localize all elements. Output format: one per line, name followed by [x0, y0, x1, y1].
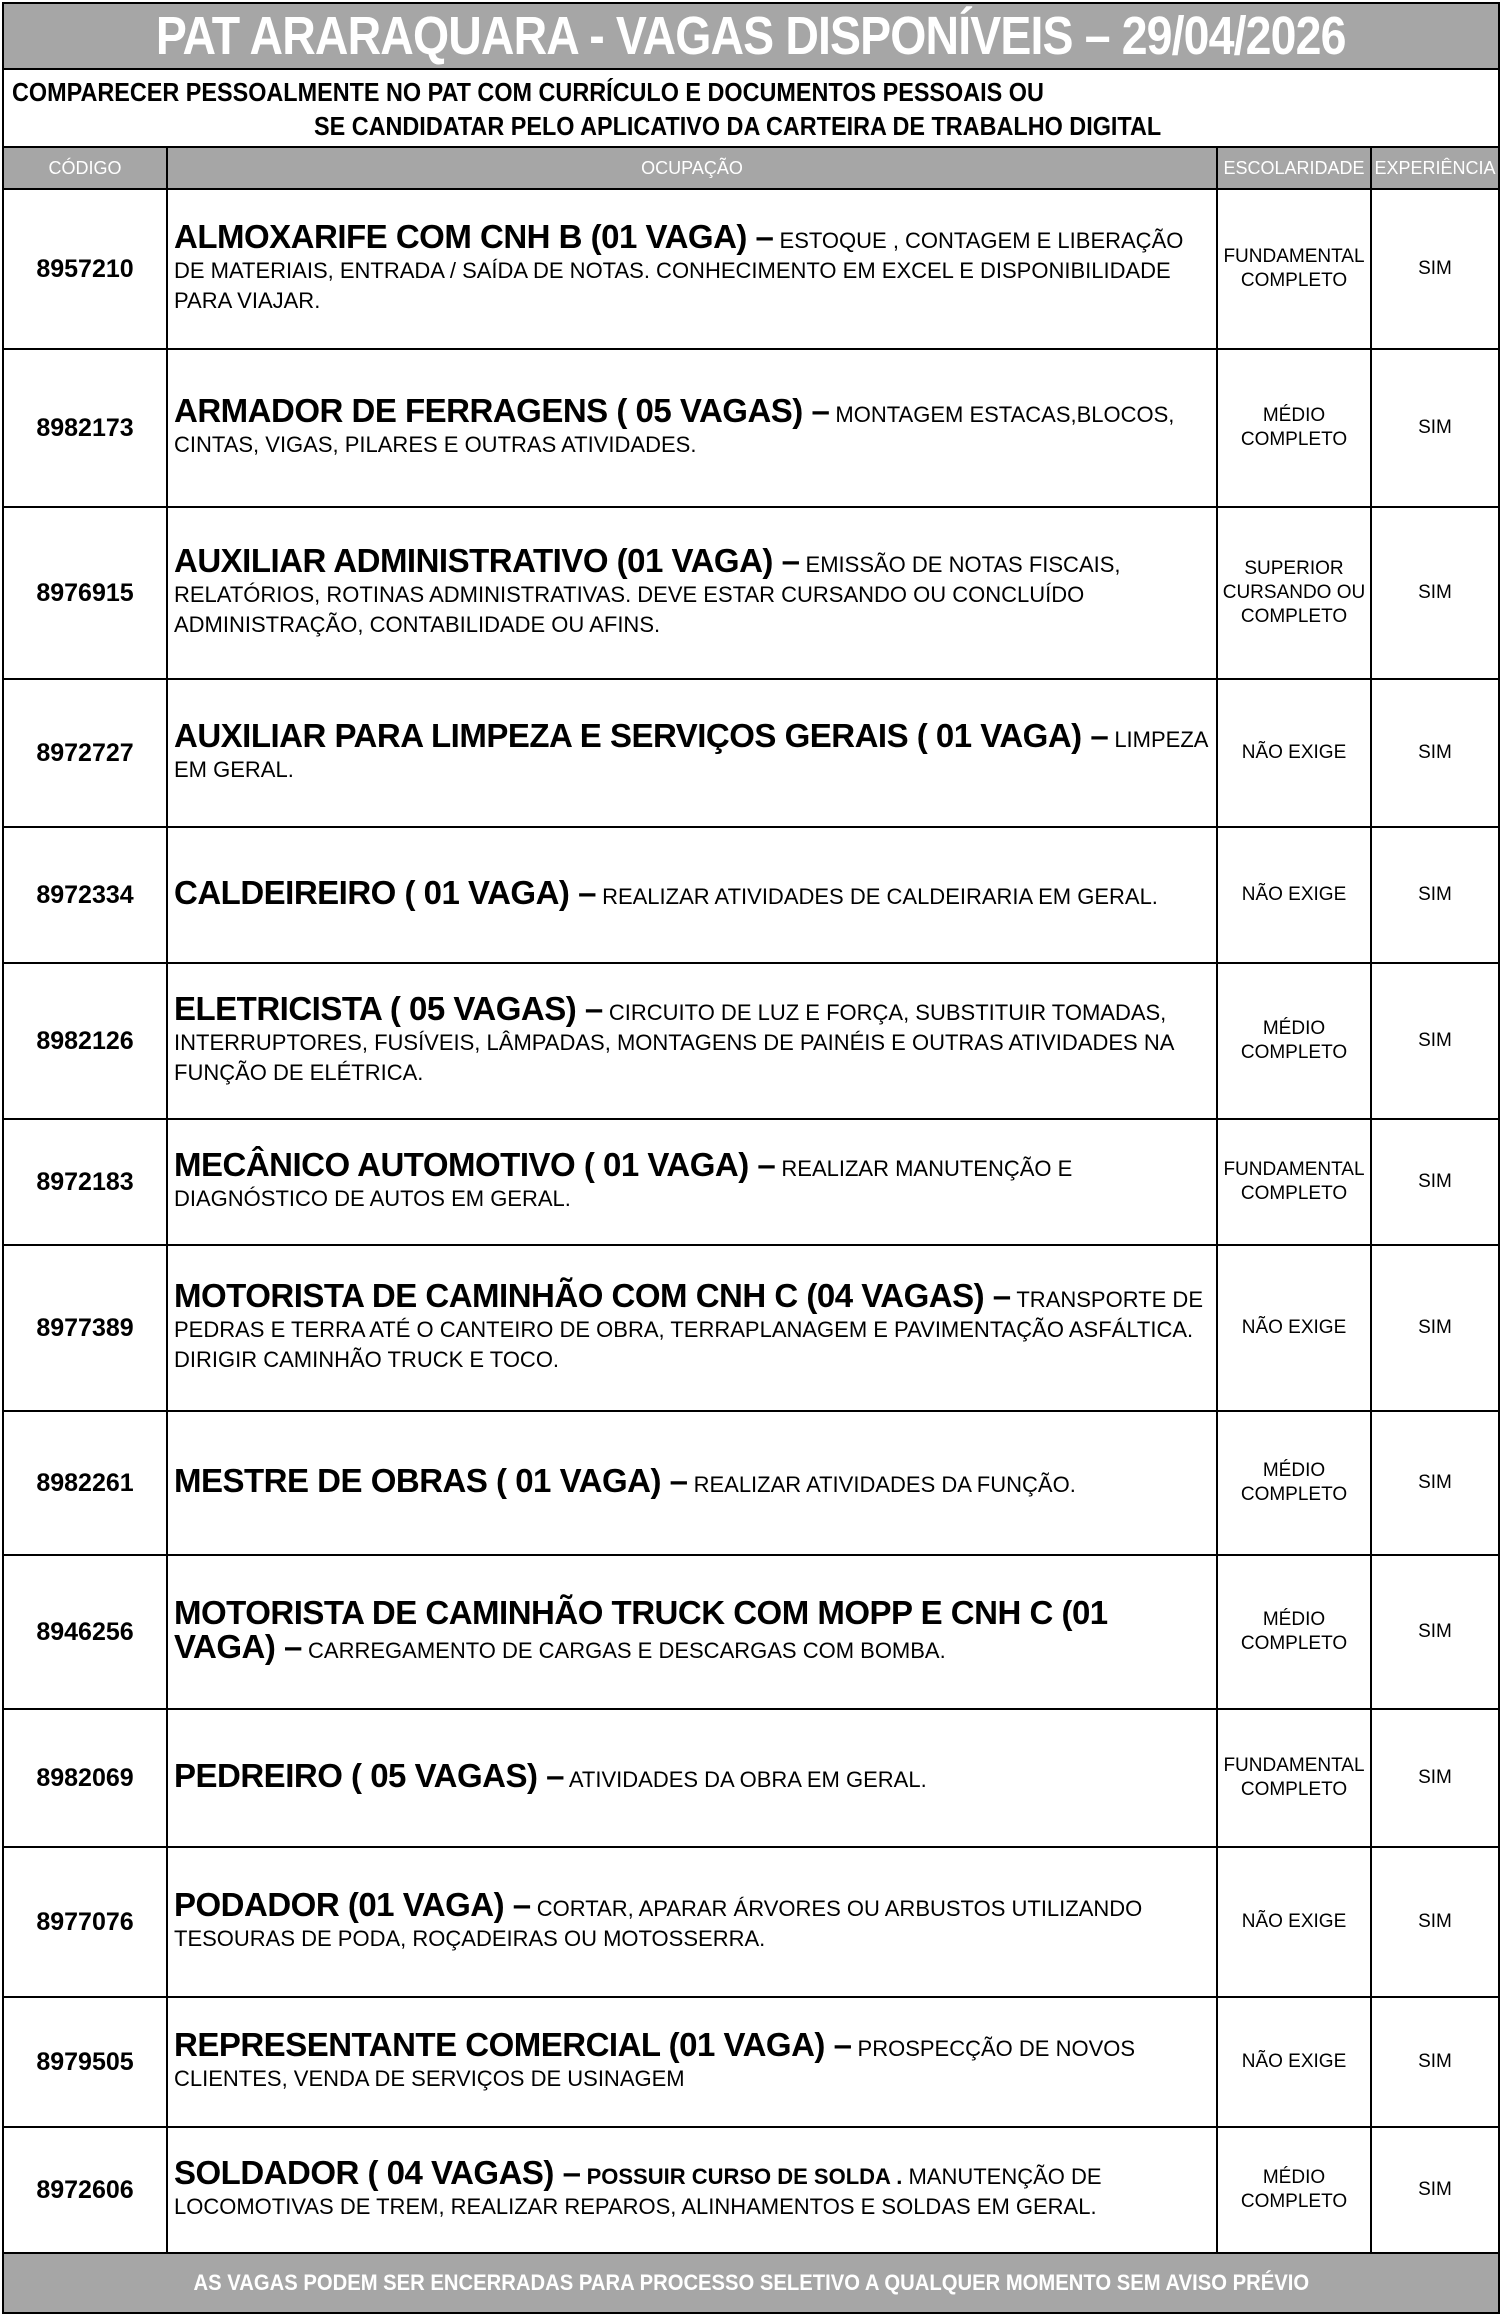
- title-bar: [4, 4, 1498, 70]
- job-experience: SIM: [1418, 1171, 1452, 1192]
- job-education: [1218, 2128, 1372, 2252]
- job-code: 8982069: [4, 1710, 168, 1846]
- column-header-row: [4, 148, 1498, 190]
- job-occupation: [168, 1710, 1218, 1846]
- education-value: NÃO EXIGE: [1241, 2051, 1347, 2072]
- job-occupation: [168, 1556, 1218, 1708]
- job-education: [1218, 1710, 1372, 1846]
- job-experience: SIM: [1418, 742, 1452, 763]
- job-description: ATIVIDADES DA OBRA EM GERAL.: [563, 1767, 927, 1792]
- job-code: 8977076: [4, 1848, 168, 1996]
- job-code: 8982173: [4, 350, 168, 506]
- instruction-line-2: SE CANDIDATAR PELO APLICATIVO DA CARTEIRA DE TRABALHO DIGITAL: [314, 111, 1162, 141]
- job-education: [1218, 508, 1372, 678]
- column-header-code: CÓDIGO: [4, 148, 168, 188]
- table-row: [4, 1998, 1498, 2128]
- table-row: [4, 680, 1498, 828]
- job-occupation: [168, 828, 1218, 962]
- education-value: FUNDAMENTAL COMPLETO: [1223, 246, 1365, 291]
- job-requirement: POSSUIR CURSO DE SOLDA .: [580, 2164, 903, 2189]
- job-experience: SIM: [1418, 582, 1452, 603]
- job-title: MOTORISTA DE CAMINHÃO COM CNH C (04 VAGAS) –: [174, 1277, 1011, 1314]
- job-description: CARREGAMENTO DE CARGAS E DESCARGAS COM BOMBA.: [301, 1638, 946, 1663]
- job-description: LIMPEZA EM GERAL.: [174, 727, 1208, 782]
- job-description: MONTAGEM ESTACAS,BLOCOS, CINTAS, VIGAS, PILARES E OUTRAS ATIVIDADES.: [174, 402, 1175, 457]
- job-experience: SIM: [1418, 1472, 1452, 1493]
- job-description: REALIZAR ATIVIDADES DA FUNÇÃO.: [687, 1472, 1076, 1497]
- column-header-education: ESCOLARIDADE: [1218, 148, 1372, 188]
- column-header-occupation: OCUPAÇÃO: [168, 148, 1218, 188]
- job-code: 8972334: [4, 828, 168, 962]
- job-code: 8972183: [4, 1120, 168, 1244]
- job-title: ARMADOR DE FERRAGENS ( 05 VAGAS) –: [174, 392, 830, 429]
- job-code: 8977389: [4, 1246, 168, 1410]
- job-title: PODADOR (01 VAGA) –: [174, 1886, 531, 1923]
- job-education: [1218, 680, 1372, 826]
- job-occupation: [168, 680, 1218, 826]
- job-code: 8979505: [4, 1998, 168, 2126]
- table-row: [4, 1848, 1498, 1998]
- table-row: [4, 964, 1498, 1120]
- table-row: [4, 828, 1498, 964]
- job-code: 8976915: [4, 508, 168, 678]
- job-description: REALIZAR MANUTENÇÃO E DIAGNÓSTICO DE AUTOS EM GERAL.: [174, 1156, 1073, 1211]
- job-education: [1218, 964, 1372, 1118]
- job-experience: SIM: [1418, 1621, 1452, 1642]
- footer-notice: AS VAGAS PODEM SER ENCERRADAS PARA PROCESSO SELETIVO A QUALQUER MOMENTO SEM AVISO PRÉVIO: [193, 2270, 1309, 2295]
- job-education: [1218, 1556, 1372, 1708]
- job-title: PEDREIRO ( 05 VAGAS) –: [174, 1757, 564, 1794]
- page-title: PAT ARARAQUARA - VAGAS DISPONÍVEIS – 29/04/2026: [156, 6, 1346, 66]
- job-title: MESTRE DE OBRAS ( 01 VAGA) –: [174, 1462, 688, 1499]
- job-title: CALDEIREIRO ( 01 VAGA) –: [174, 874, 596, 911]
- job-experience: SIM: [1418, 2179, 1452, 2200]
- education-value: NÃO EXIGE: [1241, 742, 1347, 763]
- job-title: MOTORISTA DE CAMINHÃO TRUCK COM MOPP E CNH C (01 VAGA) –: [174, 1594, 1108, 1665]
- job-description: TRANSPORTE DE PEDRAS E TERRA ATÉ O CANTEIRO DE OBRA, TERRAPLANAGEM E PAVIMENTAÇÃO ASFÁLTICA. DIRIGIR CAMINHÃO TRUCK E TOCO.: [174, 1287, 1203, 1372]
- education-value: FUNDAMENTAL COMPLETO: [1223, 1159, 1365, 1204]
- job-occupation: [168, 964, 1218, 1118]
- education-value: NÃO EXIGE: [1241, 1317, 1347, 1338]
- job-title: REPRESENTANTE COMERCIAL (01 VAGA) –: [174, 2026, 852, 2063]
- table-row: [4, 1556, 1498, 1710]
- job-code: 8972727: [4, 680, 168, 826]
- job-education: [1218, 828, 1372, 962]
- job-education: [1218, 190, 1372, 348]
- footer-notice-bar: [4, 2254, 1498, 2312]
- job-code: 8946256: [4, 1556, 168, 1708]
- job-education: [1218, 1246, 1372, 1410]
- job-title: AUXILIAR ADMINISTRATIVO (01 VAGA) –: [174, 542, 800, 579]
- job-occupation: [168, 350, 1218, 506]
- job-occupation: [168, 1998, 1218, 2126]
- table-row: [4, 190, 1498, 350]
- education-value: NÃO EXIGE: [1241, 1911, 1347, 1932]
- job-description: MANUTENÇÃO DE LOCOMOTIVAS DE TREM, REALIZAR REPAROS, ALINHAMENTOS E SOLDAS EM GERAL.: [174, 2164, 1102, 2219]
- job-experience: SIM: [1418, 1911, 1452, 1932]
- job-description: CIRCUITO DE LUZ E FORÇA, SUBSTITUIR TOMADAS, INTERRUPTORES, FUSÍVEIS, LÂMPADAS, MONTAGENS DE PAINÉIS E OUTRAS ATIVIDADES NA FUNÇÃO DE ELÉTRICA.: [174, 1000, 1174, 1085]
- job-occupation: [168, 190, 1218, 348]
- table-row: [4, 508, 1498, 680]
- job-experience: SIM: [1418, 2051, 1452, 2072]
- job-experience: SIM: [1418, 258, 1452, 279]
- job-experience: SIM: [1418, 417, 1452, 438]
- table-row: [4, 1412, 1498, 1556]
- job-code: 8982261: [4, 1412, 168, 1554]
- instruction-line-1: COMPARECER PESSOALMENTE NO PAT COM CURRÍCULO E DOCUMENTOS PESSOAIS OU: [12, 77, 1044, 107]
- job-code: 8972606: [4, 2128, 168, 2252]
- job-occupation: [168, 1848, 1218, 1996]
- job-description: REALIZAR ATIVIDADES DE CALDEIRARIA EM GERAL.: [595, 884, 1158, 909]
- job-title: MECÂNICO AUTOMOTIVO ( 01 VAGA) –: [174, 1146, 776, 1183]
- job-experience: SIM: [1418, 1317, 1452, 1338]
- column-header-experience: EXPERIÊNCIA: [1374, 157, 1496, 178]
- job-description: EMISSÃO DE NOTAS FISCAIS, RELATÓRIOS, ROTINAS ADMINISTRATIVAS. DEVE ESTAR CURSANDO OU CONCLUÍDO ADMINISTRAÇÃO, CONTABILIDADE OU AFINS.: [174, 552, 1121, 637]
- education-value: FUNDAMENTAL COMPLETO: [1223, 1755, 1365, 1800]
- job-education: [1218, 1848, 1372, 1996]
- job-education: [1218, 1120, 1372, 1244]
- table-row: [4, 1120, 1498, 1246]
- table-row: [4, 2128, 1498, 2254]
- education-value: SUPERIOR CURSANDO OU COMPLETO: [1222, 558, 1366, 627]
- job-title: ELETRICISTA ( 05 VAGAS) –: [174, 990, 603, 1027]
- job-title: ALMOXARIFE COM CNH B (01 VAGA) –: [174, 218, 774, 255]
- education-value: MÉDIO COMPLETO: [1240, 1609, 1348, 1654]
- job-rows: [4, 190, 1498, 2254]
- job-occupation: [168, 1120, 1218, 1244]
- table-row: [4, 1246, 1498, 1412]
- job-education: [1218, 1998, 1372, 2126]
- job-occupation: [168, 508, 1218, 678]
- job-description: PROSPECÇÃO DE NOVOS CLIENTES, VENDA DE SERVIÇOS DE USINAGEM: [174, 2036, 1136, 2091]
- job-title: SOLDADOR ( 04 VAGAS) –: [174, 2154, 581, 2191]
- education-value: MÉDIO COMPLETO: [1240, 1018, 1348, 1063]
- job-experience: SIM: [1418, 1767, 1452, 1788]
- job-code: 8982126: [4, 964, 168, 1118]
- job-experience: SIM: [1418, 1030, 1452, 1051]
- job-occupation: [168, 1412, 1218, 1554]
- table-row: [4, 350, 1498, 508]
- job-description: CORTAR, APARAR ÁRVORES OU ARBUSTOS UTILIZANDO TESOURAS DE PODA, ROÇADEIRAS OU MOTOSSERRA.: [174, 1896, 1143, 1951]
- job-title: AUXILIAR PARA LIMPEZA E SERVIÇOS GERAIS ( 01 VAGA) –: [174, 717, 1109, 754]
- job-education: [1218, 350, 1372, 506]
- table-row: [4, 1710, 1498, 1848]
- education-value: MÉDIO COMPLETO: [1240, 2167, 1348, 2212]
- job-education: [1218, 1412, 1372, 1554]
- job-occupation: [168, 1246, 1218, 1410]
- education-value: NÃO EXIGE: [1241, 884, 1347, 905]
- job-experience: SIM: [1418, 884, 1452, 905]
- job-description: ESTOQUE , CONTAGEM E LIBERAÇÃO DE MATERIAIS, ENTRADA / SAÍDA DE NOTAS. CONHECIMENTO EM EXCEL E DISPONIBILIDADE PARA VIAJAR.: [174, 228, 1184, 313]
- table-frame: [2, 2, 1500, 2314]
- job-code: 8957210: [4, 190, 168, 348]
- instructions-block: [4, 70, 1498, 148]
- education-value: MÉDIO COMPLETO: [1240, 405, 1348, 450]
- education-value: MÉDIO COMPLETO: [1240, 1460, 1348, 1505]
- job-occupation: [168, 2128, 1218, 2252]
